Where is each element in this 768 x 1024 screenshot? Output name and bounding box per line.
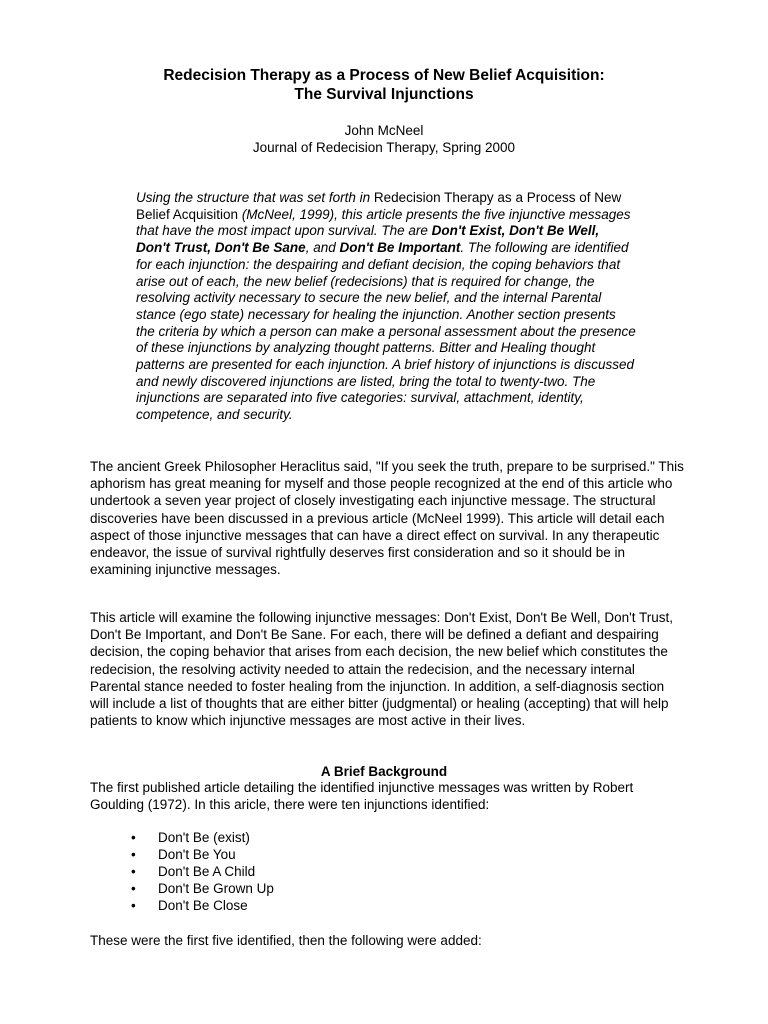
list-item: • Don't Be Close — [131, 897, 274, 914]
list-item: • Don't Be A Child — [131, 863, 274, 880]
list-item: • Don't Be (exist) — [131, 829, 274, 846]
abstract-text: Using the structure that was set forth in — [136, 190, 374, 205]
section-heading: A Brief Background — [320, 764, 448, 779]
abstract-text: (McNeel, 1999), this article presents the five injunctive messages that have the most impact upon survival. The are — [136, 206, 631, 239]
abstract-text: , and — [305, 240, 340, 256]
abstract — [136, 190, 636, 424]
title-line-2: The Survival Injunctions — [294, 86, 474, 103]
paragraph-background: The first published article detailing the identified injunctive messages was written by Robert Goulding (1972). In this aricle, there were ten injunctions identified: — [90, 780, 634, 813]
abstract-injunction-list: Don't Exist, Don't Be Well, Don't Trust, Don't Be Sane — [136, 223, 600, 256]
document-title — [0, 66, 768, 104]
paragraph-continuation: These were the first five identified, then the following were added: — [90, 933, 482, 948]
abstract-injunction-important: Don't Be Important — [339, 240, 461, 256]
paragraph-scope: This article will examine the following injunctive messages: Don't Exist, Don't Be Well, Don't Trust, Don't Be Important, and Don't Be Sane. For each, there will be defined a defiant and despairing decision, the coping behavior that arises from each decision, the new belief which constitutes the redecision, the resolving activity needed to attain the redecision, and the necessary internal Parental stance needed to foster healing from the injunction. In addition, a self-diagnosis section will include a list of thoughts that are either bitter (judgmental) or healing (accepting) that will help patients to know which injunctive messages are most active in their lives. — [90, 610, 673, 729]
author-name: John McNeel — [344, 123, 424, 138]
abstract-cited-title: Redecision Therapy as a Process of New Belief Acquisition — [136, 190, 622, 222]
injunction-list — [131, 829, 274, 914]
byline — [0, 122, 768, 156]
list-item: • Don't Be You — [131, 846, 274, 863]
title-line-1: Redecision Therapy as a Process of New Belief Acquisition: — [163, 67, 605, 84]
abstract-text: . The following are identified for each injunction: the despairing and defiant decision, the coping behaviors that arise out of each, the new belief (redecisions) that is required for change, the resolving activity necessary to secure the new belief, and the internal Parental stance (ego state) necessary for healing the injunction. Another section presents the criteria by which a person can make a personal assessment about the presence of these injunctions by analyzing thought patterns. Bitter and Healing thought patterns are presented for each injunction. A brief history of injunctions is discussed and newly discovered injunctions are listed, bring the total to twenty-two. The injunctions are separated into five categories: survival, attachment, identity, competence, and security. — [136, 240, 636, 423]
journal-citation: Journal of Redecision Therapy, Spring 2000 — [252, 140, 516, 155]
paragraph-intro: The ancient Greek Philosopher Heraclitus said, "If you seek the truth, prepare to be surprised." This aphorism has great meaning for myself and those people recognized at the end of this article who undertook a seven year project of closely investigating each injunctive message. The structural discoveries have been discussed in a previous article (McNeel 1999). This article will detail each aspect of those injunctive messages that can have a direct effect on survival. In any therapeutic endeavor, the issue of survival rightfully deserves first consideration and so it should be in examining injunctive messages. — [90, 459, 684, 578]
list-item: • Don't Be Grown Up — [131, 880, 274, 897]
